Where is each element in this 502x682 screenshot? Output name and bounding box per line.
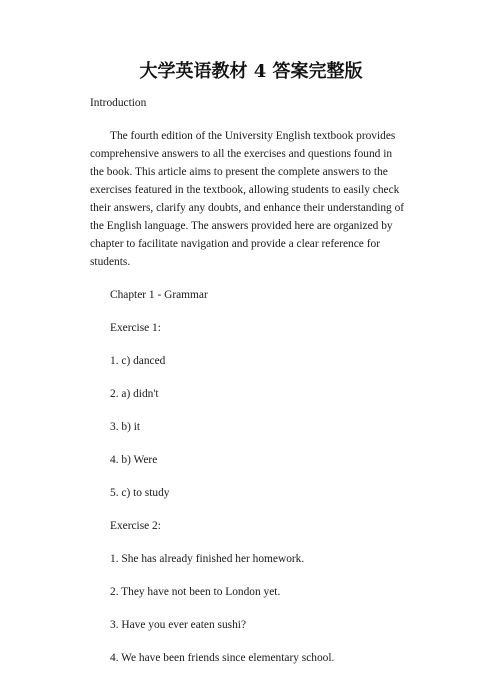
page-title: 大学英语教材 4 答案完整版: [139, 61, 363, 82]
exercise-2-answer: 1. She has already finished her homework.: [110, 553, 305, 565]
exercise-1-answer: 3. b) it: [110, 421, 141, 433]
exercise-1-answer: 4. b) Were: [110, 454, 158, 466]
exercise-1-answer: 1. c) danced: [110, 355, 166, 367]
intro-paragraph: The fourth edition of the University English textbook provides comprehensive answers to all the exercises and questions found in the book. This article aims to present the complete answers to the exercises featured in the textbook, allowing students to easily check their answers, clarify any doubts, and enhance their understanding of the English language. The answers provided here are organized by chapter to facilitate navigation and provide a clear reference for students.: [90, 130, 405, 268]
exercise-2-answer: 4. We have been friends since elementary school.: [110, 652, 335, 664]
exercise-2-answer: 3. Have you ever eaten sushi?: [110, 619, 247, 631]
document-body: [90, 94, 408, 682]
exercise-1-answer: 2. a) didn't: [110, 388, 159, 400]
intro-heading: Introduction: [90, 97, 147, 109]
exercise-2-answer: 2. They have not been to London yet.: [110, 586, 281, 598]
exercise-1-heading: Exercise 1:: [110, 322, 161, 334]
exercise-2-heading: Exercise 2:: [110, 520, 161, 532]
exercise-1-answer: 5. c) to study: [110, 487, 170, 499]
chapter-heading: Chapter 1 - Grammar: [110, 289, 208, 301]
